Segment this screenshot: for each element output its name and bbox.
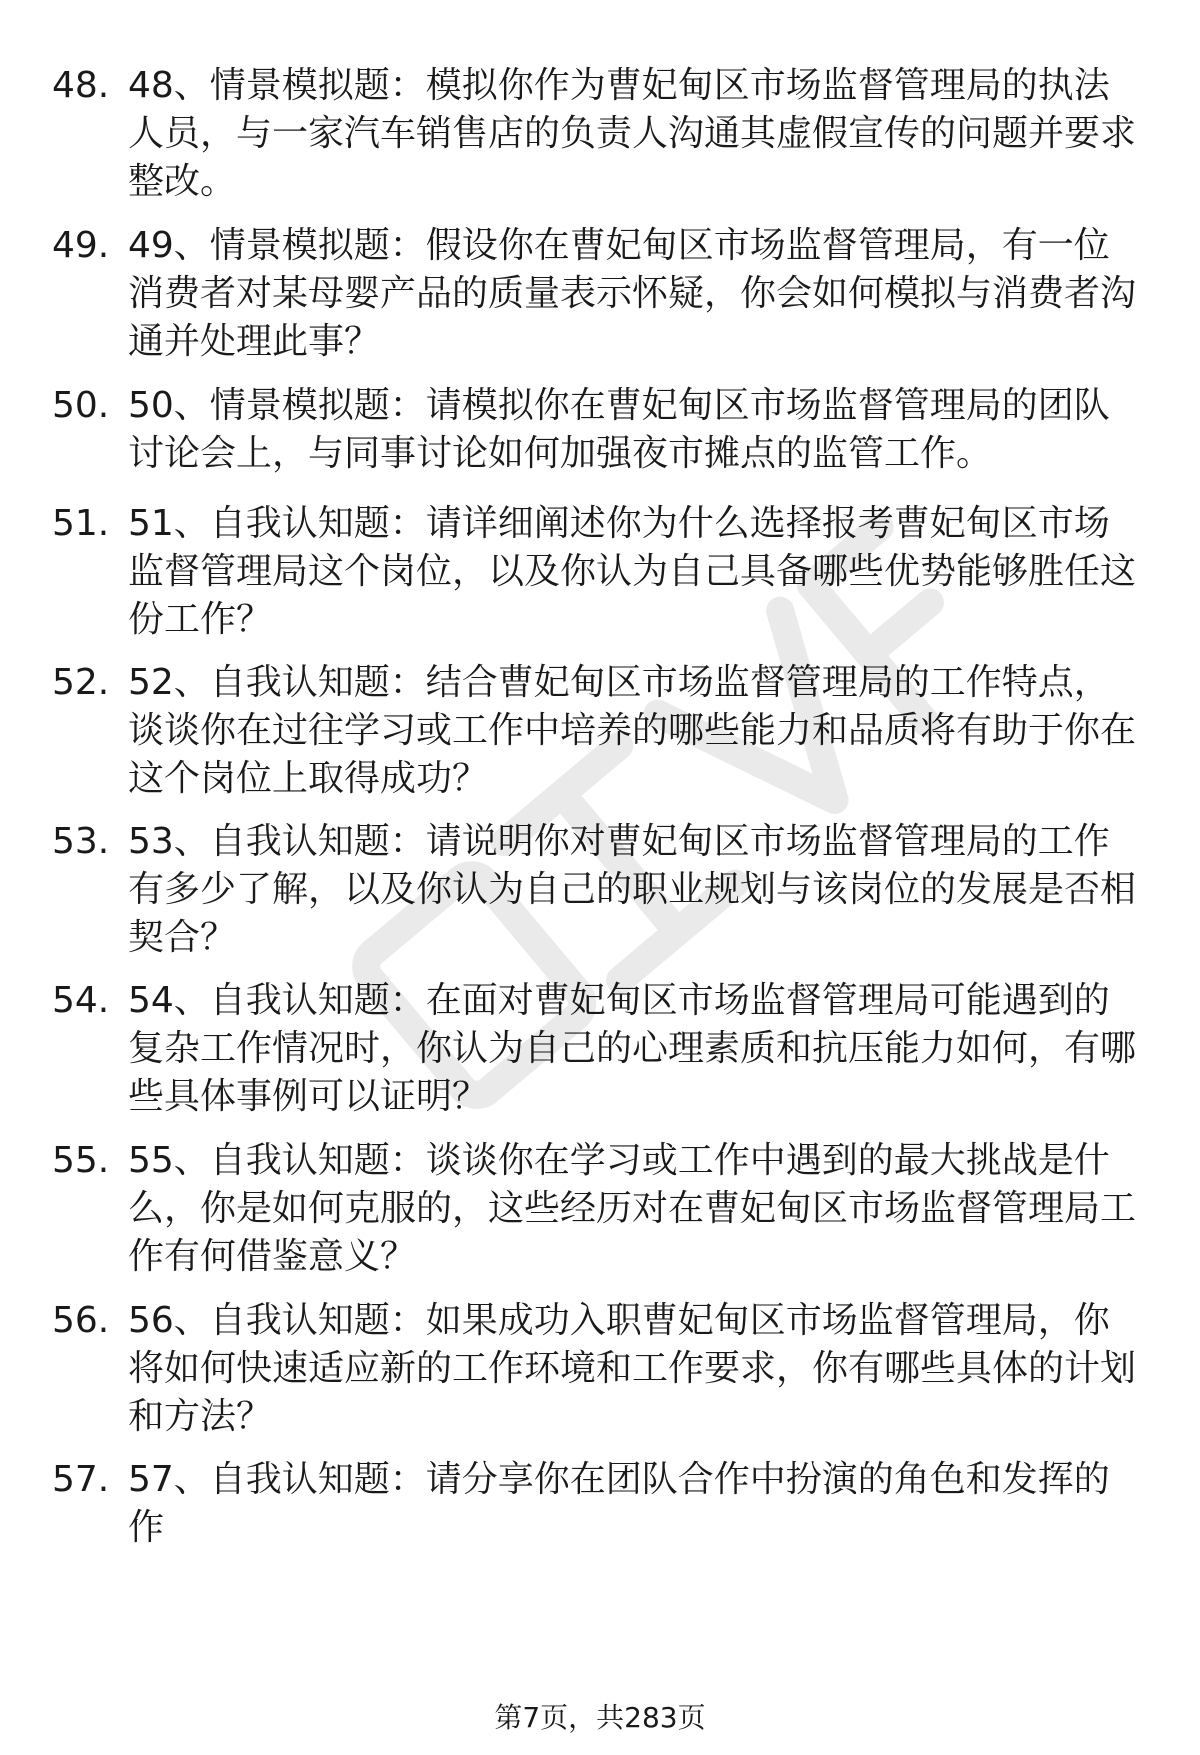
item-number: 50. [52,385,110,426]
list-item [52,1297,1152,1441]
item-text: 57、自我认知题：请分享你在团队合作中扮演的角色和发挥的作 [128,1459,1110,1548]
item-number: 49. [52,225,110,266]
list-item [52,222,1152,366]
item-text: 56、自我认知题：如果成功入职曹妃甸区市场监督管理局，你将如何快速适应新的工作环境和工作要求，你有哪些具体的计划和方法？ [128,1300,1137,1437]
item-text: 52、自我认知题：结合曹妃甸区市场监督管理局的工作特点，谈谈你在过往学习或工作中培养的哪些能力和品质将有助于你在这个岗位上取得成功？ [128,662,1137,799]
item-number: 51. [52,503,110,544]
item-number: 53. [52,821,110,862]
list-item [52,818,1152,962]
item-text: 51、自我认知题：请详细阐述你为什么选择报考曹妃甸区市场监督管理局这个岗位，以及你认为自己具备哪些优势能够胜任这份工作？ [128,503,1137,640]
item-text: 48、情景模拟题：模拟你作为曹妃甸区市场监督管理局的执法人员，与一家汽车销售店的负责人沟通其虚假宣传的问题并要求整改。 [128,65,1137,202]
list-item [52,659,1152,803]
item-text: 49、情景模拟题：假设你在曹妃甸区市场监督管理局，有一位消费者对某母婴产品的质量表示怀疑，你会如何模拟与消费者沟通并处理此事？ [128,225,1137,362]
list-item [52,62,1152,206]
page-footer: 第7页，共283页 [494,1701,706,1734]
list-item [52,1456,1152,1552]
list-item [52,382,1152,478]
list-item [52,1137,1152,1281]
item-number: 48. [52,65,110,106]
item-text: 50、情景模拟题：请模拟你在曹妃甸区市场监督管理局的团队讨论会上，与同事讨论如何加强夜市摊点的监管工作。 [128,385,1110,474]
item-number: 52. [52,662,110,703]
item-number: 54. [52,980,110,1021]
list-item [52,977,1152,1121]
item-number: 57. [52,1459,110,1500]
item-number: 55. [52,1140,110,1181]
item-number: 56. [52,1300,110,1341]
item-text: 55、自我认知题：谈谈你在学习或工作中遇到的最大挑战是什么，你是如何克服的，这些经历对在曹妃甸区市场监督管理局工作有何借鉴意义？ [128,1140,1137,1277]
list-item [52,500,1152,644]
item-text: 53、自我认知题：请说明你对曹妃甸区市场监督管理局的工作有多少了解，以及你认为自己的职业规划与该岗位的发展是否相契合？ [128,821,1137,958]
item-text: 54、自我认知题：在面对曹妃甸区市场监督管理局可能遇到的复杂工作情况时，你认为自己的心理素质和抗压能力如何，有哪些具体事例可以证明？ [128,980,1137,1117]
